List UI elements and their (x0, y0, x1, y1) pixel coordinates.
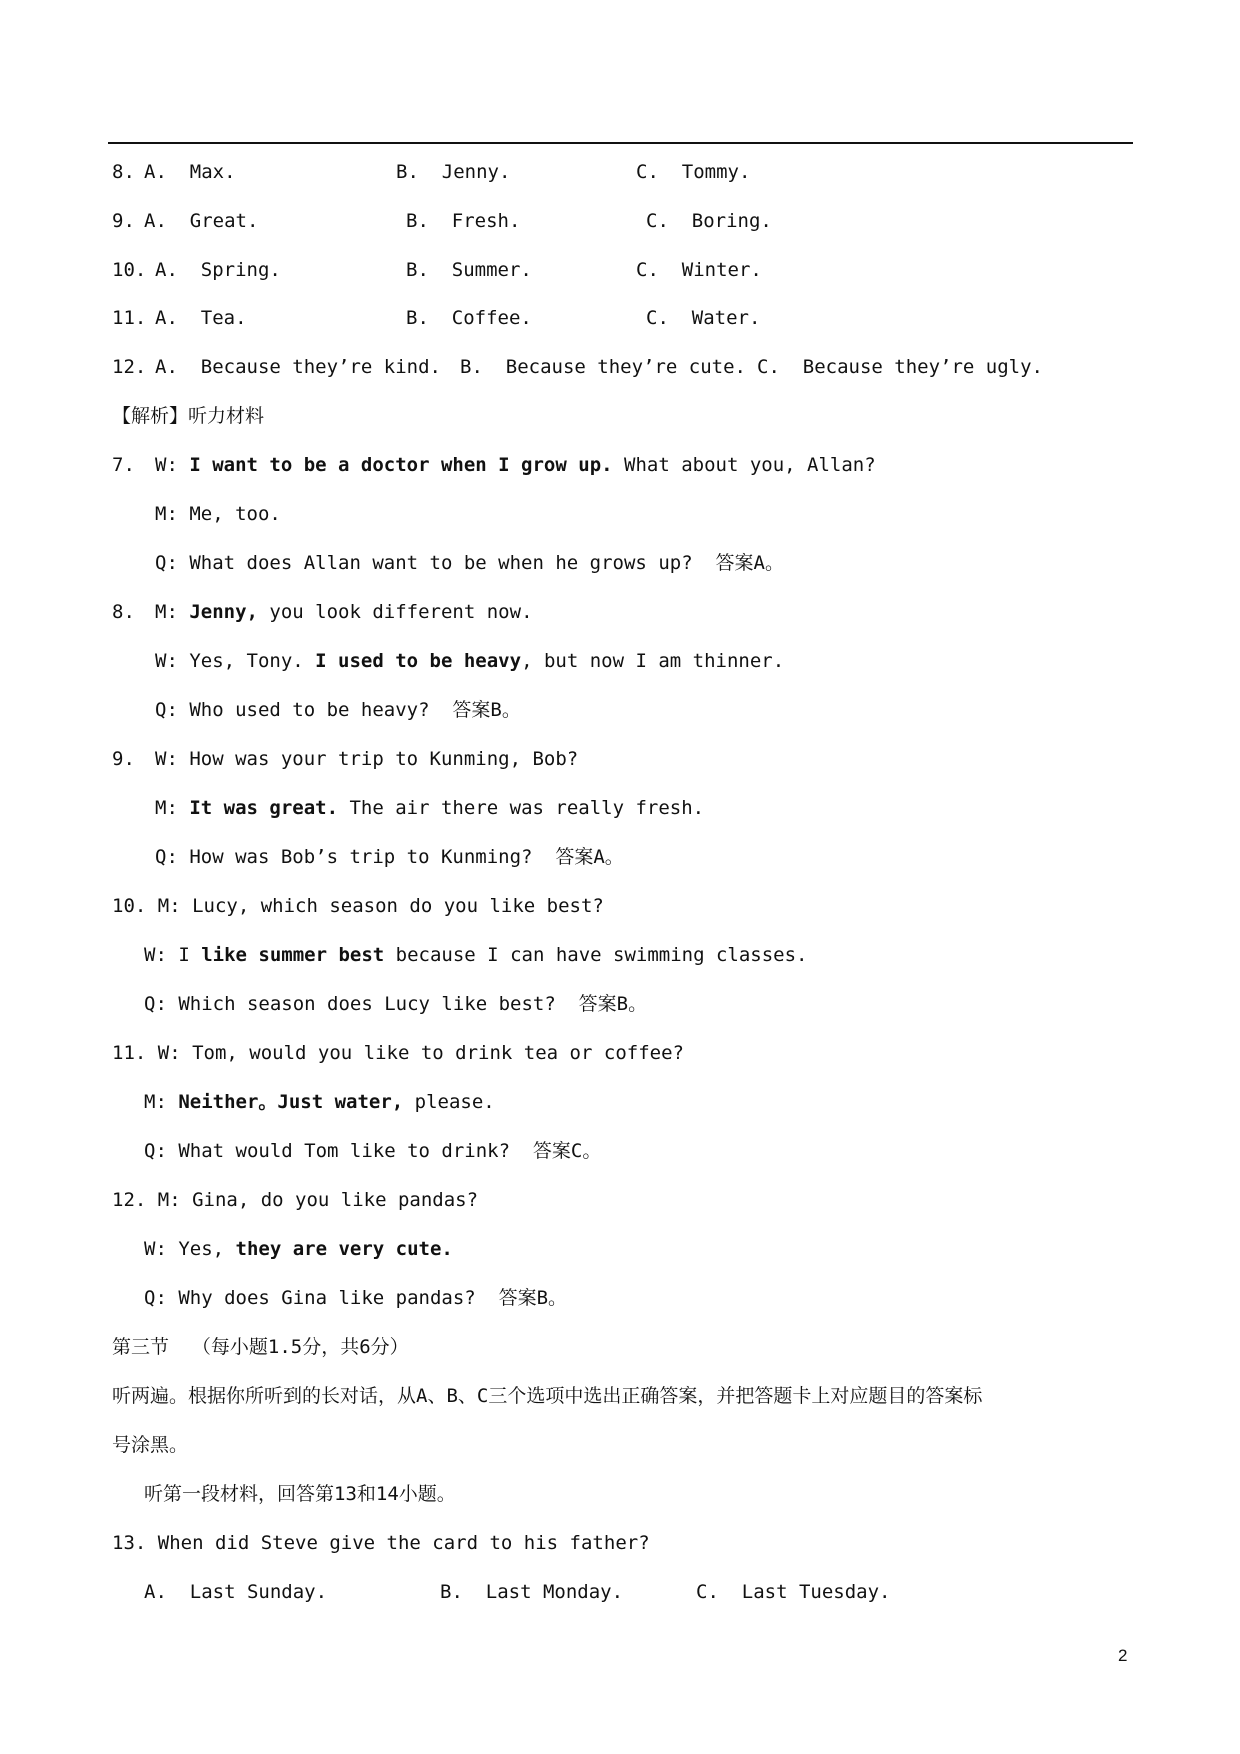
option-b: B. Coffee. (406, 307, 532, 329)
section-instruction-cont: 号涂黑。 (112, 1434, 189, 1456)
option-num: 12. (112, 356, 147, 378)
option-b: B. Because they’re cute. (460, 356, 746, 378)
section-instruction: 听两遍。根据你所听到的长对话，从A、B、C三个选项中选出正确答案，并把答题卡上对应题目的答案标 (112, 1385, 983, 1407)
option-c: C. Because they’re ugly. (757, 356, 1043, 378)
option-a: A. Last Sunday. (144, 1581, 328, 1603)
header-rule (108, 142, 1133, 144)
option-b: B. Jenny. (396, 161, 511, 183)
option-a: A. Tea. (155, 307, 247, 329)
transcript-question: Q: Why does Gina like pandas? 答案B。 (144, 1287, 568, 1309)
transcript-num: 7. (112, 454, 135, 476)
transcript-question: Q: Which season does Lucy like best? 答案B。 (144, 993, 648, 1015)
option-a: A. Because they’re kind. (155, 356, 441, 378)
section-title: 第三节 （每小题1.5分，共6分） (112, 1336, 409, 1358)
option-c: C. Tommy. (636, 161, 751, 183)
option-a: A. Great. (144, 210, 259, 232)
question-13: 13. When did Steve give the card to his father? (112, 1532, 650, 1554)
option-c: C. Last Tuesday. (696, 1581, 891, 1603)
transcript-line: 10. M: Lucy, which season do you like best? (112, 895, 604, 917)
transcript-line: M: Jenny, you look different now. (155, 601, 533, 623)
transcript-question: Q: How was Bob’s trip to Kunming? 答案A。 (155, 846, 624, 868)
transcript-question: Q: What does Allan want to be when he grows up? 答案A。 (155, 552, 784, 574)
transcript-num: 8. (112, 601, 135, 623)
option-c: C. Winter. (636, 259, 762, 281)
transcript-line: W: Yes, Tony. I used to be heavy, but now I am thinner. (155, 650, 785, 672)
option-b: B. Fresh. (406, 210, 521, 232)
transcript-line: W: I want to be a doctor when I grow up. What about you, Allan? (155, 454, 876, 476)
option-num: 11. (112, 307, 147, 329)
analysis-heading: 【解析】听力材料 (112, 405, 265, 427)
option-b: B. Summer. (406, 259, 532, 281)
option-c: C. Water. (646, 307, 761, 329)
option-a: A. Max. (144, 161, 236, 183)
transcript-line: W: How was your trip to Kunming, Bob? (155, 748, 579, 770)
transcript-question: Q: What would Tom like to drink? 答案C。 (144, 1140, 602, 1162)
transcript-line: W: I like summer best because I can have swimming classes. (144, 944, 808, 966)
option-num: 8. (112, 161, 135, 183)
transcript-num: 9. (112, 748, 135, 770)
page-number: 2 (1118, 1646, 1128, 1665)
sub-instruction: 听第一段材料，回答第13和14小题。 (144, 1483, 456, 1505)
option-b: B. Last Monday. (440, 1581, 624, 1603)
transcript-line: M: Neither。Just water, please. (144, 1091, 495, 1113)
transcript-line: M: Me, too. (155, 503, 281, 525)
option-num: 9. (112, 210, 135, 232)
transcript-line: M: It was great. The air there was really fresh. (155, 797, 705, 819)
option-a: A. Spring. (155, 259, 281, 281)
transcript-line: W: Yes, they are very cute. (144, 1238, 453, 1260)
option-num: 10. (112, 259, 147, 281)
transcript-line: 11. W: Tom, would you like to drink tea or coffee? (112, 1042, 684, 1064)
transcript-question: Q: Who used to be heavy? 答案B。 (155, 699, 521, 721)
transcript-line: 12. M: Gina, do you like pandas? (112, 1189, 479, 1211)
option-c: C. Boring. (646, 210, 772, 232)
